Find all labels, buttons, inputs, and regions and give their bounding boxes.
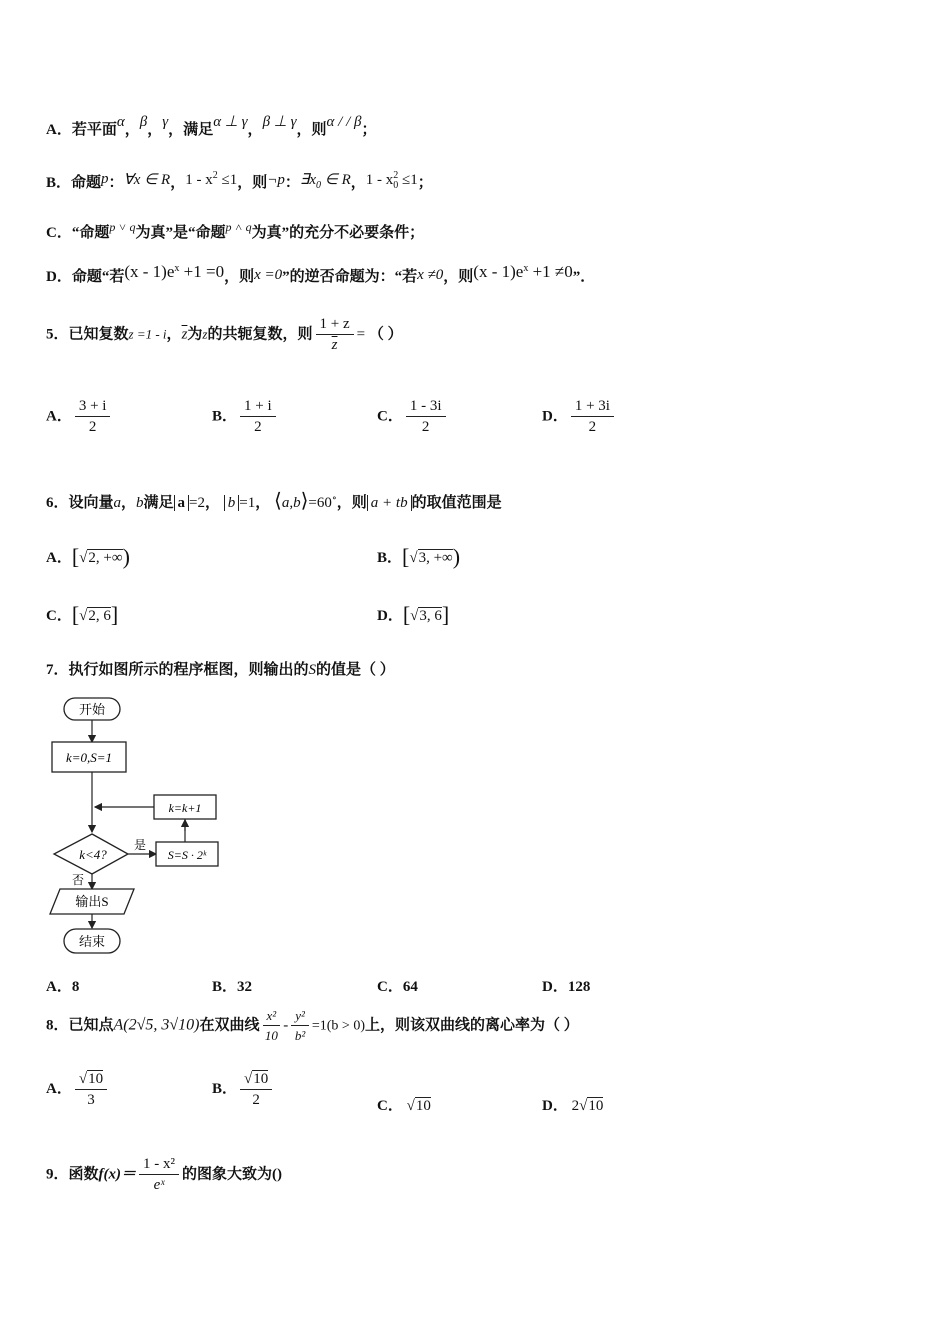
q4-option-b: B．命题p：∀x ∈ R，$1 - x^2 \le 1$，则¬p：$\exists x_0$ ∈ R，$1 - x_0^2 \le 1$； xyxy=(46,170,433,191)
flow-output-label: 输出S xyxy=(75,894,109,909)
q5-fraction: $\frac{1 + z}{z}$ xyxy=(316,316,354,354)
q8-stem: 8．已知点A(2√5, 3√10)在双曲线 $\frac{\text{x²}}{10}$ - $\frac{\text{y²}}{\text{b²}}$ =1(b > 0)上，则该双曲线的离心率为（ ） xyxy=(46,1008,579,1043)
flow-end-label: 结束 xyxy=(78,934,106,949)
q6-option-b[interactable]: B．[√3, +∞) xyxy=(377,544,461,569)
q7-option-c[interactable]: C．64 xyxy=(377,979,418,995)
q7-option-a[interactable]: A．8 xyxy=(46,979,80,995)
q8-option-b[interactable]: B． $\frac{√10}{2}$ xyxy=(212,1070,275,1109)
q6-option-d[interactable]: D．[√3, 6] xyxy=(377,602,450,627)
q4-option-a: A．若平面α，β，γ，满足α ⊥ γ，β ⊥ γ，则α / / β； xyxy=(46,114,377,138)
flow-no-label: 否 xyxy=(71,873,85,887)
q8-option-a[interactable]: A． $\frac{√10}{3}$ xyxy=(46,1070,110,1109)
q7-option-d[interactable]: D．128 xyxy=(542,979,591,995)
q5-option-a[interactable]: A． $\frac{3 + i}{2}$ xyxy=(46,398,113,436)
flow-init-label: k=0,S=1 xyxy=(65,750,113,765)
q5-option-c[interactable]: C． $\frac{1 - 3i}{2}$ xyxy=(377,398,449,436)
q9-stem: 9．函数f(x)＝ $\frac{\text{1 - x²}}{\text{eˣ}}$ 的图象大致为() xyxy=(46,1156,283,1193)
q5-stem: 5．已知复数z =1 - i，$\overline{z}$为z的共轭复数，则 $\frac{1 + z}{z}$ = （ ） xyxy=(46,316,403,353)
q7-option-b[interactable]: B．32 xyxy=(212,979,253,995)
q4-option-c: C．“命题$^{p ˅ q}$为真”是“命题$^{p ˄ q}$为真”的充分不必要条件； xyxy=(46,220,425,241)
flow-increment-label: k=k+1 xyxy=(168,801,202,815)
q5-option-b[interactable]: B． $\frac{1 + i}{2}$ xyxy=(212,398,279,436)
q6-stem: 6．设向量a，b满足 a =2， b =1， ⟨a,b⟩=60∘，则 a + tb 的取值范围是 xyxy=(46,490,502,512)
flow-condition-label: k<4? xyxy=(79,847,107,862)
q6-option-a[interactable]: A．[√2, +∞) xyxy=(46,544,130,569)
q6-option-c[interactable]: C．[√2, 6] xyxy=(46,602,119,627)
q8-option-c[interactable]: C． √10 xyxy=(377,1098,431,1114)
flowchart xyxy=(40,692,240,962)
q5-option-d[interactable]: D． $\frac{1 + 3i}{2}$ xyxy=(542,398,617,436)
q4-option-d: D．命题“若$(x - 1)e^x +1 =0$，则x =0”的逆否命题为：“若x ≠0，则$(x - 1)e^x +1 \ne 0$”． xyxy=(46,262,596,285)
flow-update-label: S=S · 2ᵏ xyxy=(167,848,207,862)
flow-start-label: 开始 xyxy=(78,702,106,717)
flow-yes-label: 是 xyxy=(133,838,147,852)
q8-option-d[interactable]: D． 2√10 xyxy=(542,1098,604,1114)
q7-stem: 7．执行如图所示的程序框图，则输出的S的值是（ ） xyxy=(46,662,395,678)
